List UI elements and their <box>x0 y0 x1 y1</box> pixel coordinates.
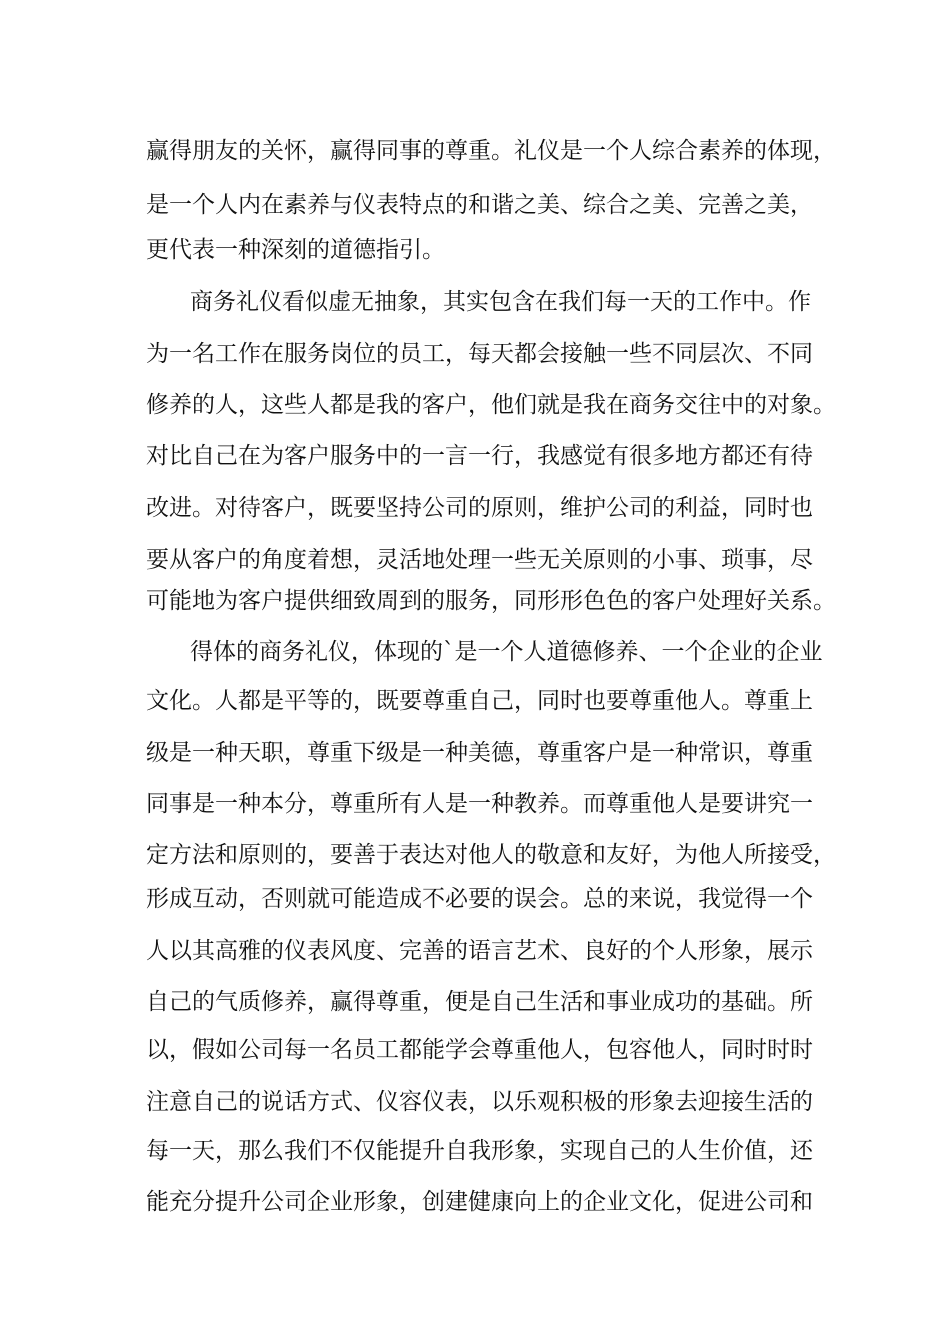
text-line: 形成互动，否则就可能造成不必要的误会。总的来说，我觉得一个 <box>146 886 813 912</box>
text-line: 同事是一种本分，尊重所有人是一种教养。而尊重他人是要讲究一 <box>146 791 813 817</box>
text-line: 文化。人都是平等的，既要尊重自己，同时也要尊重他人。尊重上 <box>146 688 813 714</box>
text-line: 改进。对待客户，既要坚持公司的原则，维护公司的利益，同时也 <box>146 495 813 521</box>
text-line: 修养的人，这些人都是我的客户，他们就是我在商务交往中的对象。 <box>146 392 836 418</box>
text-line: 每一天，那么我们不仅能提升自我形象，实现自己的人生价值，还 <box>146 1138 813 1164</box>
text-line: 赢得朋友的关怀，赢得同事的尊重。礼仪是一个人综合素养的体现， <box>146 138 836 164</box>
text-line: 级是一种天职，尊重下级是一种美德，尊重客户是一种常识，尊重 <box>146 740 813 766</box>
text-line: 更代表一种深刻的道德指引。 <box>146 237 445 263</box>
text-line: 以，假如公司每一名员工都能学会尊重他人，包容他人，同时时时 <box>146 1037 813 1063</box>
text-line: 能充分提升公司企业形象，创建健康向上的企业文化，促进公司和 <box>146 1189 813 1215</box>
text-line: 是一个人内在素养与仪表特点的和谐之美、综合之美、完善之美， <box>146 192 813 218</box>
paragraph-first-line: 得体的商务礼仪，体现的`是一个人道德修养、一个企业的企业 <box>190 639 823 665</box>
text-line: 注意自己的说话方式、仪容仪表，以乐观积极的形象去迎接生活的 <box>146 1089 813 1115</box>
text-line: 对比自己在为客户服务中的一言一行，我感觉有很多地方都还有待 <box>146 443 813 469</box>
text-line: 自己的气质修养，赢得尊重，便是自己生活和事业成功的基础。所 <box>146 989 813 1015</box>
paragraph-first-line: 商务礼仪看似虚无抽象，其实包含在我们每一天的工作中。作 <box>190 289 811 315</box>
text-line: 要从客户的角度着想，灵活地处理一些无关原则的小事、琐事，尽 <box>146 547 813 573</box>
text-line: 人以其高雅的仪表风度、完善的语言艺术、良好的个人形象，展示 <box>146 938 813 964</box>
text-line: 可能地为客户提供细致周到的服务，同形形色色的客户处理好关系。 <box>146 588 836 614</box>
text-line: 定方法和原则的，要善于表达对他人的敬意和友好，为他人所接受， <box>146 842 836 868</box>
text-line: 为一名工作在服务岗位的员工，每天都会接触一些不同层次、不同 <box>146 341 813 367</box>
